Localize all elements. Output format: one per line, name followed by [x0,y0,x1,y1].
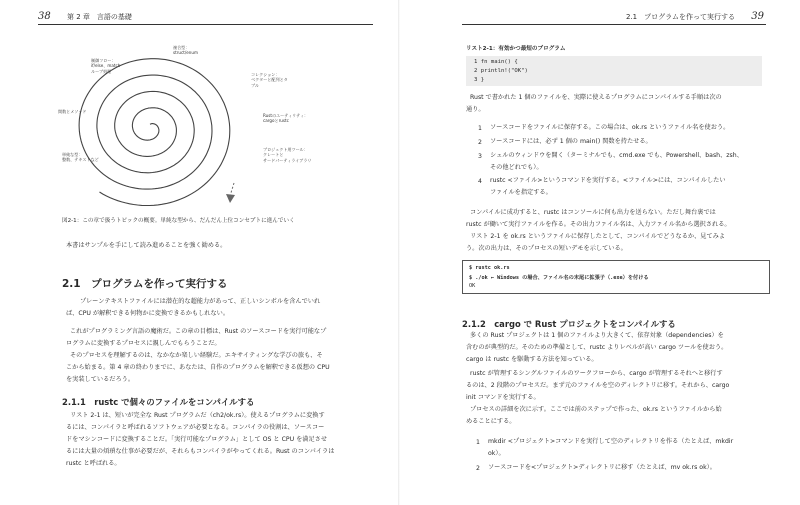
terminal-line: OK [469,283,476,289]
cargo-para-line: プロセスの詳細を次に示す。ここでは前のステップで作った、ok.rs というファイルから始 [470,406,722,413]
step-text: シェルのウィンドウを開く（ターミナルでも、cmd.exe でも、Powershell、bash、zsh、 [490,152,743,159]
subsection-heading-2-1-1: 2.1.1 rustc で個々のファイルをコンパイルする [62,397,255,407]
after-steps-line: rustc が働いて実行ファイルを作る。その出力ファイル名は、入力ファイル名から選択される。 [466,221,731,228]
terminal-line: $ rustc ok.rs [469,265,510,271]
right-header [626,11,764,22]
listing-title: リスト2-1：有効かつ最短のプログラム [466,46,566,52]
step-text: rustc <ファイル>というコマンドを実行する。<ファイル>には、コンパイルしたい [490,177,726,184]
step-text: ok）。 [488,450,505,457]
code-line: 3 } [474,77,485,83]
label-project-tools: プロジェクト用ツール： クレートと サードパーティライブラリ [263,147,312,163]
spiral-arrow-head [226,194,235,203]
cargo-para-line: めることにする。 [466,418,516,425]
step-number: 2 [476,465,480,472]
section-para-line: これがプログラミング言語の魔術だ。この章の目標は、Rust のソースコードを実行可能なプ [70,328,327,335]
section-para-line: プレーンテキストファイルには潜在的な超能力があって、正しいシンボルを含んでいれ [80,298,321,305]
subsection-para-line: るには大量の煩瑣な仕事が必要だが、それらもコンパイラがやってくれる。Rust のコンパイラは [66,448,335,455]
section-para-line: を実装しているだろう。 [66,376,135,383]
label-collections: コレクション： ベクターと配列とタ プル [251,72,288,88]
step-text: mkdir <プロジェクト>コマンドを実行して空のディレクトリを作る（たとえば、mkdir [488,438,734,445]
subsection-para-line: ドをマシンコードに変換することだ。「実行可能なプログラム」として OS と CPU を満足させ [66,436,328,443]
cargo-para-line: cargo は rustc を駆動する方法を知っている。 [466,356,598,363]
spiral-path [79,59,230,206]
figure-caption: 図2-1：この章で扱うトピックの概要。単純な型から、だんだん上位コンセプトに進んでいく [62,218,295,224]
intro-line: Rust で書かれた 1 個のファイルを、実際に使えるプログラムにコンパイルする手順は次の [470,94,722,101]
left-header [38,11,132,22]
left-page-number: 38 [38,11,51,22]
reading-note: 本書はサンプルを手にして読み進めることを強く勧める。 [66,242,227,249]
after-steps-line: う。次の出力は、そのプロセスの短いデモを示している。 [466,245,627,252]
left-header-rule [38,24,373,25]
label-simple-types: 単純な型： 整数、テキストなど [62,152,99,163]
section-para-line: そのプロセスを理解するのは、なかなか楽しい経験だ。エキサイティングな学びの旅も、そ [70,352,323,359]
after-steps-line: リスト 2-1 を ok.rs というファイルに保存したとして、コンパイルでどうなるか、見てみよ [470,233,726,240]
step-text: ファイルを指定する。 [490,189,552,196]
code-line: 2 println!("OK") [474,68,528,74]
spiral-arrow-tail [230,183,234,196]
cargo-para-line: init コマンドを実行する。 [466,394,540,401]
right-page-number: 39 [751,11,764,22]
after-steps-line: コンパイルに成功すると、rustc はコンソールに何も出力を送らない。ただし舞台裏では [470,209,716,216]
right-page [400,0,800,505]
chapter-title: 第 2 章 言語の基礎 [66,13,132,21]
section-heading-2-1: 2.1 プログラムを作って実行する [62,278,228,290]
step-text: ソースコードには、必ず 1 個の main() 関数を持たせる。 [490,138,652,145]
step-text: ソースコードを<プロジェクト>ディレクトリに移す（たとえば、mv ok.rs ok）。 [488,464,716,471]
section-para-line: ログラムに変換するプロセスに親しんでもらうことだ。 [66,340,221,347]
label-rust-utilities: Rustのユーティリティ： cargoとrustc [263,113,309,124]
step-number: 2 [478,139,482,146]
subsection-para-line: るには、コンパイラと呼ばれるソフトウェアが必要となる。コンパイラの役割は、ソースコー [66,424,325,431]
label-functions-methods: 関数とメソッド [58,109,87,114]
cargo-para-line: 多くの Rust プロジェクトは 1 個のファイルより大きくて、依存対象（dependencies）を [470,332,724,339]
step-number: 3 [478,153,482,160]
subsection-para-line: リスト 2-1 は、短いが完全な Rust プログラムだ（ch2/ok.rs）。使えるプログラムに変換す [70,412,325,419]
section-para-line: こから始まる。第 4 章の終わりまでに、あなたは、自作のプログラムを解釈できる仮想の CPU [66,364,330,371]
section-para-line: ば、CPU が解釈できる何物かに変換できるかもしれない。 [66,310,230,317]
code-line: 1 fn main() { [474,59,518,65]
step-text: その他どれでも）。 [490,164,543,171]
cargo-para-line: るのは、2 段階のプロセスだ。まず元のファイルを空のディレクトリに移す。それから、cargo [466,382,730,389]
cargo-para-line: 含むのが典型的だ。そのための準備として、rustc よりレベルが高い cargo ツールを使おう。 [466,344,728,351]
label-control-flow: 制御フロー： if/else、match ループ処理 [91,58,121,74]
intro-line: 通り。 [466,106,485,113]
cargo-para-line: rustc が管理するシングルファイルのワークフローから、cargo が管理するそれへと移行す [470,370,723,377]
step-number: 4 [478,178,482,185]
code-listing [466,56,762,86]
subsection-heading-2-1-2: 2.1.2 cargo で Rust プロジェクトをコンパイルする [462,319,676,329]
right-header-rule [462,24,766,25]
subsection-para-line: rustc と呼ばれる。 [66,460,121,467]
terminal-line: $ ./ok ← Windows の場合、ファイル名の末尾に拡張子（.exe）を付ける [469,275,649,281]
step-text: ソースコードをファイルに保存する。この場合は、ok.rs というファイル名を使おう。 [490,124,730,131]
label-compound-types: 複合型： struct/enum [173,45,198,56]
section-running-title: 2.1 プログラムを作って実行する [625,13,736,21]
step-number: 1 [476,439,480,446]
step-number: 1 [478,125,482,132]
spiral-figure [38,40,378,212]
terminal-output [462,260,770,294]
